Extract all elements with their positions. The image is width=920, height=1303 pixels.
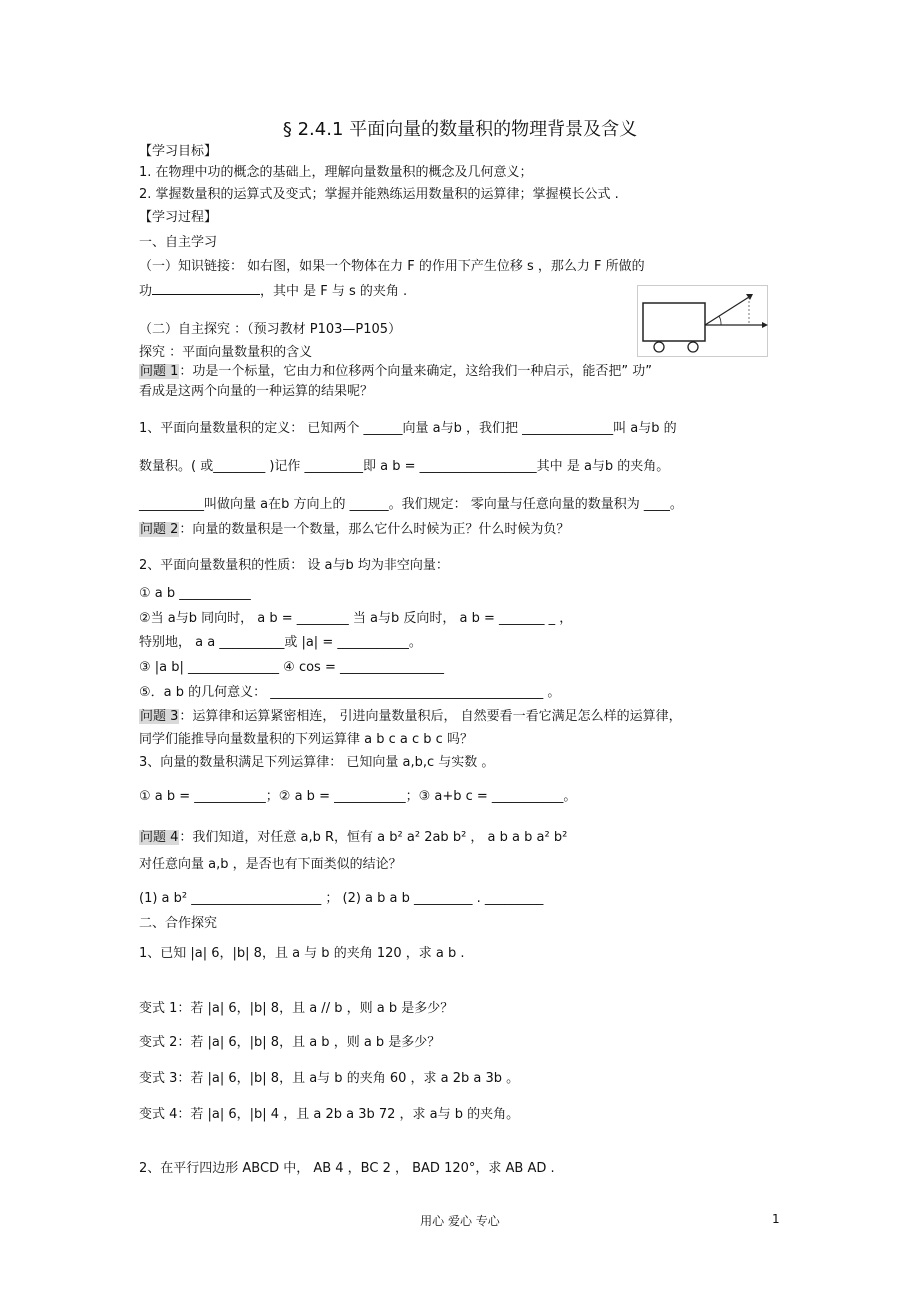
property-3-4: ③ |a b| ______________ ④ cos = ________________	[139, 660, 444, 675]
question-3	[139, 708, 682, 726]
knowledge-link-line: （一）知识链接： 如右图，如果一个物体在力 F 的作用下产生位移 s ，那么力 F 所做的	[139, 259, 645, 274]
page-title: § 2.4.1 平面向量的数量积的物理背景及含义	[282, 119, 638, 140]
question-2-label: 问题 2	[140, 522, 179, 537]
question-2	[139, 521, 569, 539]
question-3-cont: 同学们能推导向量数量积的下列运算律 a b c a c b c 吗？	[139, 732, 473, 747]
variant-2: 变式 2：若 |a| 6，|b| 8，且 a b ，则 a b 是多少？	[139, 1035, 441, 1050]
part-two-heading: 二、合作探究	[139, 916, 218, 931]
properties-heading: 2、平面向量数量积的性质： 设 a与b 均为非空向量：	[139, 558, 449, 573]
property-1: ① a b ___________	[139, 586, 251, 601]
self-explore-heading: （二）自主探究 ：（预习教材 P103—P105）	[139, 322, 402, 337]
laws-heading: 3、向量的数量积满足下列运算律： 已知向量 a,b,c 与实数 。	[139, 755, 495, 770]
force-displacement-figure	[637, 285, 768, 357]
variant-4: 变式 4：若 |a| 6，|b| 4 ，且 a 2b a 3b 72 ，求 a与 b 的夹角。	[139, 1107, 520, 1122]
work-label: 功	[139, 284, 153, 299]
analog-formulas: (1) a b² ____________________ ； (2) a b a b _________ . _________	[139, 891, 544, 906]
goal-item-2: 2. 掌握数量积的运算式及变式；掌握并能熟练运用数量积的运算律；掌握模长公式 .	[139, 187, 619, 202]
definition-line-3: __________叫做向量 a在b 方向上的 ______。我们规定： 零向量与任意向量的数量积为 ____。	[139, 497, 683, 512]
question-2-text: ：向量的数量积是一个数量，那么它什么时候为正？什么时候为负？	[179, 522, 570, 537]
answer-blank	[152, 282, 260, 295]
property-special: 特别地， a a __________或 |a| = ___________。	[139, 635, 422, 650]
goal-item-1: 1. 在物理中功的概念的基础上，理解向量数量积的概念及几何意义；	[139, 165, 533, 180]
question-4-cont: 对任意向量 a,b ，是否也有下面类似的结论？	[139, 857, 402, 872]
page-number: 1	[772, 1212, 780, 1226]
property-5: ⑤．a b 的几何意义： __________________________________________ 。	[139, 685, 561, 700]
section-heading-goals: 【学习目标】	[139, 144, 218, 159]
work-line-rest: ，其中 是 F 与 s 的夹角 .	[260, 284, 408, 299]
question-1-cont: 看成是这两个向量的一种运算的结果呢？	[139, 384, 374, 399]
question-3-text: ：运算律和运算紧密相连， 引进向量数量积后， 自然要看一看它满足怎么样的运算律，	[179, 709, 682, 724]
exercise-1: 1、已知 |a| 6，|b| 8，且 a 与 b 的夹角 120 ，求 a b .	[139, 946, 465, 961]
question-3-label: 问题 3	[140, 709, 179, 724]
question-4	[139, 829, 567, 847]
question-1	[139, 363, 652, 381]
section-heading-process: 【学习过程】	[139, 210, 218, 225]
property-2: ②当 a与b 同向时， a b = ________ 当 a与b 反向时， a b = _______ _ ，	[139, 611, 573, 626]
work-line	[139, 282, 407, 301]
question-1-label: 问题 1	[140, 364, 179, 379]
variant-3: 变式 3：若 |a| 6，|b| 8，且 a与 b 的夹角 60 ，求 a 2b a 3b 。	[139, 1071, 520, 1086]
page-footer: 用心 爱心 专心	[420, 1214, 500, 1228]
laws-line: ① a b = ___________；② a b = ___________；③ a+b c = ___________。	[139, 789, 577, 804]
question-4-text: ：我们知道，对任意 a,b R，恒有 a b² a² 2ab b² ， a b a b a² b²	[179, 830, 568, 845]
exercise-2: 2、在平行四边形 ABCD 中， AB 4 ，BC 2 ， BAD 120°，求 AB AD .	[139, 1161, 555, 1176]
question-4-label: 问题 4	[140, 830, 179, 845]
part-one-heading: 一、自主学习	[139, 235, 218, 250]
variant-1: 变式 1：若 |a| 6，|b| 8，且 a // b ，则 a b 是多少？	[139, 1001, 454, 1016]
definition-line-2: 数量积。( 或________ )记作 _________即 a b = __________________其中 是 a与b 的夹角。	[139, 459, 670, 474]
question-1-text: ：功是一个标量，它由力和位移两个向量来确定，这给我们一种启示，能否把” 功”	[179, 364, 653, 379]
definition-line-1: 1、平面向量数量积的定义： 已知两个 ______向量 a与b ，我们把 ______________叫 a与b 的	[139, 421, 677, 436]
explore-topic: 探究 ：平面向量数量积的含义	[139, 345, 313, 360]
